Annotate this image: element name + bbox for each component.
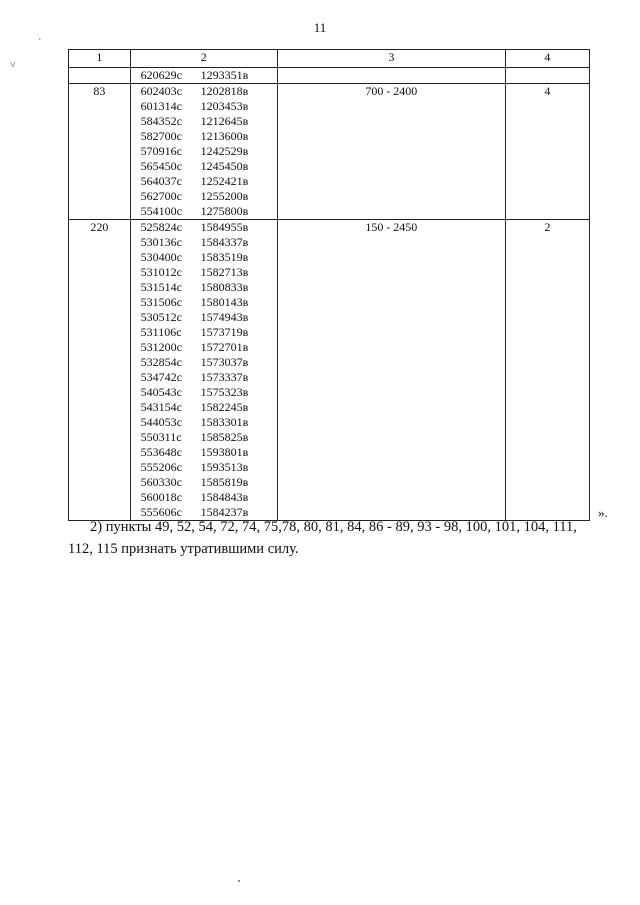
group-id: 83 (69, 84, 131, 220)
coordinate-line (135, 415, 273, 430)
coordinate-line (135, 325, 273, 340)
coord-latitude: 560330с (140, 475, 182, 489)
continuation-row (69, 68, 590, 84)
group-col4: 2 (505, 220, 589, 521)
coordinate-line (135, 68, 273, 83)
scan-mark: ` (38, 38, 42, 49)
coord-latitude: 550311с (140, 430, 182, 444)
coord-longitude: 1573037в (200, 355, 249, 369)
coord-longitude: 1584237в (200, 505, 249, 519)
coord-longitude: 1575323в (200, 385, 249, 399)
group-col4: 4 (505, 84, 589, 220)
scan-mark: ˅ (10, 60, 16, 71)
coord-latitude: 562700с (140, 189, 182, 203)
coord-longitude: 1584337в (200, 235, 249, 249)
group-coords (130, 84, 277, 220)
coord-latitude: 601314с (140, 99, 182, 113)
paragraph-line-1: 2) пункты 49, 52, 54, 72, 74, 75,78, 80, 81, 84, 86 - 89, 93 - 98, 100, 101, 104, 111, (90, 519, 577, 535)
coord-latitude: 531106с (140, 325, 182, 339)
coord-latitude: 532854с (140, 355, 182, 369)
coord-longitude: 1293351в (200, 68, 249, 82)
coordinate-line (135, 144, 273, 159)
coord-latitude: 554100с (140, 204, 182, 218)
coord-longitude: 1203453в (200, 99, 249, 113)
header-col-4: 4 (505, 50, 589, 68)
table-row-group-83 (69, 84, 590, 220)
coord-longitude: 1593513в (200, 460, 249, 474)
coordinate-line (135, 340, 273, 355)
group-id: 220 (69, 220, 131, 521)
coord-longitude: 1585825в (200, 430, 249, 444)
coord-longitude: 1255200в (200, 189, 249, 203)
header-col-2: 2 (130, 50, 277, 68)
coord-latitude: 531200с (140, 340, 182, 354)
coord-latitude: 564037с (140, 174, 182, 188)
coordinate-line (135, 129, 273, 144)
coordinate-line (135, 370, 273, 385)
coordinate-line (135, 475, 273, 490)
page-number: 11 (313, 20, 327, 35)
table-header-row (69, 50, 590, 68)
group-range: 150 - 2450 (277, 220, 505, 521)
coord-longitude: 1573719в (200, 325, 249, 339)
header-col-1: 1 (69, 50, 131, 68)
coordinate-line (135, 189, 273, 204)
coord-longitude: 1580143в (200, 295, 249, 309)
coord-longitude: 1275800в (200, 204, 249, 218)
coordinate-line (135, 295, 273, 310)
group-range: 700 - 2400 (277, 84, 505, 220)
coord-longitude: 1582713в (200, 265, 249, 279)
coord-longitude: 1573337в (200, 370, 249, 384)
coordinate-line (135, 265, 273, 280)
coord-longitude: 1574943в (200, 310, 249, 324)
coord-longitude: 1593801в (200, 445, 249, 459)
table-row-group-220 (69, 220, 590, 521)
continuation-coords (130, 68, 277, 84)
coord-latitude: 565450с (140, 159, 182, 173)
scan-speck (238, 880, 240, 882)
coord-longitude: 1245450в (200, 159, 249, 173)
coord-longitude: 1584843в (200, 490, 249, 504)
coord-longitude: 1583519в (200, 250, 249, 264)
coordinate-line (135, 204, 273, 219)
coord-latitude: 544053с (140, 415, 182, 429)
coord-longitude: 1584955в (200, 220, 249, 234)
coord-latitude: 602403с (140, 84, 182, 98)
coordinate-line (135, 310, 273, 325)
coord-latitude: 555206с (140, 460, 182, 474)
coordinate-line (135, 355, 273, 370)
coordinate-line (135, 174, 273, 189)
coord-longitude: 1242529в (200, 144, 249, 158)
coordinate-line (135, 114, 273, 129)
coord-longitude: 1213600в (200, 129, 249, 143)
coord-longitude: 1212645в (200, 114, 249, 128)
coord-latitude: 525824с (140, 220, 182, 234)
coord-longitude: 1202818в (200, 84, 249, 98)
coord-longitude: 1585819в (200, 475, 249, 489)
coord-latitude: 584352с (140, 114, 182, 128)
coord-latitude: 531012с (140, 265, 182, 279)
closing-quote: ». (598, 505, 608, 520)
group-coords (130, 220, 277, 521)
coordinate-line (135, 490, 273, 505)
paragraph-line-2: 112, 115 признать утратившими силу. (68, 541, 299, 557)
amendment-paragraph (68, 516, 620, 560)
coordinate-line (135, 400, 273, 415)
coordinates-table (68, 49, 590, 521)
coord-longitude: 1580833в (200, 280, 249, 294)
coord-latitude: 530136с (140, 235, 182, 249)
header-col-3: 3 (277, 50, 505, 68)
coord-latitude: 543154с (140, 400, 182, 414)
coord-longitude: 1252421в (200, 174, 249, 188)
coord-latitude: 570916с (140, 144, 182, 158)
coordinate-line (135, 220, 273, 235)
coord-longitude: 1583301в (200, 415, 249, 429)
coord-latitude: 530400с (140, 250, 182, 264)
coordinate-line (135, 250, 273, 265)
coord-latitude: 560018с (140, 490, 182, 504)
coordinate-line (135, 445, 273, 460)
coord-latitude: 534742с (140, 370, 182, 384)
coordinate-line (135, 99, 273, 114)
coordinate-line (135, 460, 273, 475)
coord-longitude: 1582245в (200, 400, 249, 414)
coord-latitude: 540543с (140, 385, 182, 399)
coordinate-line (135, 84, 273, 99)
coordinate-line (135, 159, 273, 174)
coord-latitude: 620629с (140, 68, 182, 82)
coord-latitude: 582700с (140, 129, 182, 143)
coord-longitude: 1572701в (200, 340, 249, 354)
coord-latitude: 530512с (140, 310, 182, 324)
coord-latitude: 555606с (140, 505, 182, 519)
coord-latitude: 553648с (140, 445, 182, 459)
coord-latitude: 531514с (140, 280, 182, 294)
coordinate-line (135, 280, 273, 295)
coordinate-line (135, 430, 273, 445)
coordinate-line (135, 385, 273, 400)
coordinate-line (135, 235, 273, 250)
coord-latitude: 531506с (140, 295, 182, 309)
